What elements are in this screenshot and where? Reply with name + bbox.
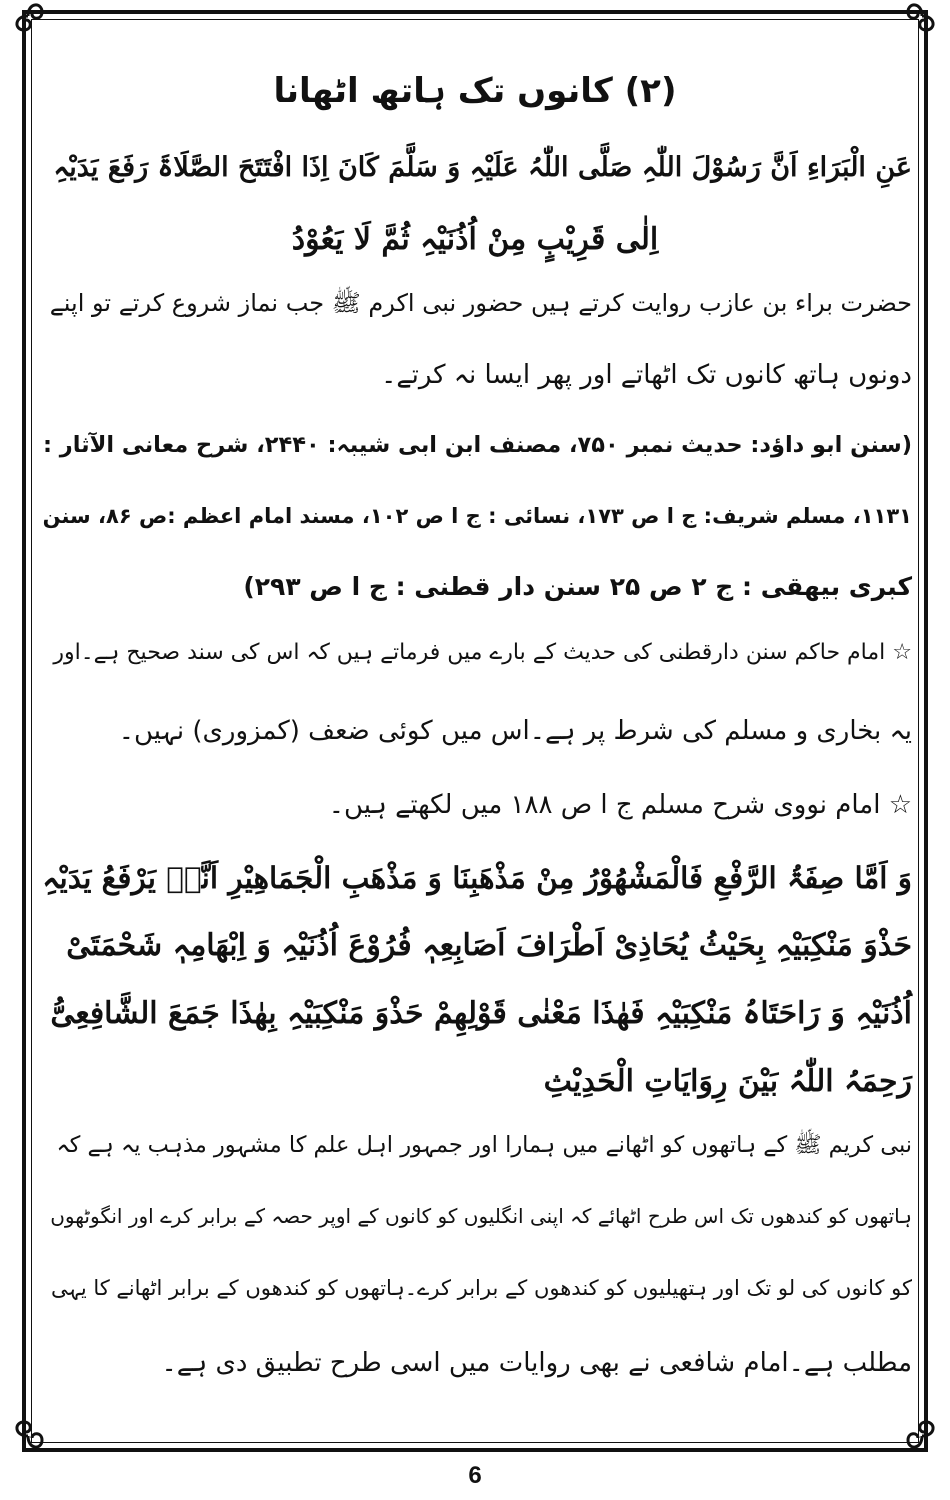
corner-ornament-icon [6, 1414, 50, 1458]
corner-ornament-icon [900, 0, 944, 38]
imam-hakim-line-1 [38, 640, 912, 665]
nawawi-arabic-line-3: اُذُنَیْہِ وَ رَاحَتَاہُ مَنْکِبَیْہِ فَھٰذَا مَعْنٰی قَوْلِھِمْ حَذْوَ مَنْکِبَیْہِ بِھٰذَا جَمَعَ الشَّافِعِیُّ [50, 996, 912, 1031]
hadith-arabic-line-1: عَنِ الْبَرَاءِ اَنَّ رَسُوْلَ اللّٰہِ صَلَّی اللّٰہُ عَلَیْہِ وَ سَلَّمَ کَانَ اِذَا افْتَتَحَ الصَّلَاۃَ رَفَعَ یَدَیْہِ [53, 152, 912, 183]
explanation-line-4: مطلب ہے۔امام شافعی نے بھی روایات میں اسی طرح تطبیق دی ہے۔ [161, 1348, 912, 1378]
star-icon: ☆ [888, 790, 912, 820]
reference-line-1: (سنن ابو داؤد: حدیث نمبر ۷۵۰، مصنف ابن ابی شیبہ: ۲۴۴۰، شرح معانی الآثار : [42, 432, 912, 458]
star-icon: ☆ [892, 640, 912, 665]
explanation-line-2: ہاتھوں کو کندھوں تک اس طرح اٹھائے کہ اپنی انگلیوں کو کانوں کے اوپر حصہ کے برابر کرے اور انگوٹھوں [50, 1204, 912, 1228]
nawawi-arabic-line-4: رَحِمَہُ اللّٰہُ بَیْنَ رِوَایَاتِ الْحَدِیْثِ [543, 1064, 912, 1099]
corner-ornament-icon [6, 0, 50, 38]
hadith-arabic-line-2: اِلٰی قَرِیْبٍ مِنْ اُذُنَیْہِ ثُمَّ لَا یَعُوْدُ [291, 222, 659, 257]
explanation-line-1: نبی کریم ﷺ کے ہاتھوں کو اٹھانے میں ہمارا اور جمہور اہل علم کا مشہور مذہب یہ ہے کہ [56, 1132, 912, 1158]
imam-hakim-line-2: یہ بخاری و مسلم کی شرط پر ہے۔اس میں کوئی ضعف (کمزوری) نہیں۔ [118, 716, 912, 746]
reference-line-2: ۱۱۳۱، مسلم شریف: ج ا ص ۱۷۳، نسائی : ج ا ص ۱۰۲، مسند امام اعظم :ص ۸۶، سنن [42, 504, 912, 528]
page-title: (۲) کانوں تک ہاتھ اٹھانا [273, 71, 677, 111]
imam-nawawi-text: امام نووی شرح مسلم ج ا ص ۱۸۸ میں لکھتے ہیں۔ [328, 790, 881, 820]
imam-nawawi-line [38, 790, 912, 820]
reference-line-3: کبری بیھقی : ج ۲ ص ۲۵ سنن دار قطنی : ج ا ص ۲۹۳) [243, 572, 912, 601]
nawawi-arabic-line-2: حَذْوَ مَنْکِبَیْہِ بِحَیْثُ یُحَاذِیْ اَطْرَافَ اَصَابِعِہٖ فُرُوْعَ اُذُنَیْہِ وَ اِبْھَامِہٖ شَحْمَتَیْ [66, 928, 912, 963]
corner-ornament-icon [900, 1414, 944, 1458]
imam-hakim-text-1: امام حاکم سنن دارقطنی کی حدیث کے بارے میں فرماتے ہیں کہ اس کی سند صحیح ہے۔اور [53, 640, 886, 665]
translation-line-2: دونوں ہاتھ کانوں تک اٹھاتے اور پھر ایسا نہ کرتے۔ [381, 360, 912, 390]
explanation-line-3: کو کانوں کی لو تک اور ہتھیلیوں کو کندھوں کے برابر کرے۔ہاتھوں کو کندھوں کے برابر اٹھانے کا یہی [51, 1276, 912, 1300]
translation-line-1: حضرت براء بن عازب روایت کرتے ہیں حضور نبی اکرم ﷺ جب نماز شروع کرتے تو اپنے [49, 289, 912, 317]
page-number: 6 [468, 1462, 482, 1489]
nawawi-arabic-line-1: وَ اَمَّا صِفَۃُ الرَّفْعِ فَالْمَشْھُوْرُ مِنْ مَذْھَبِنَا وَ مَذْھَبِ الْجَمَاھِیْرِ اَنَّہٗ یَرْفَعُ یَدَیْہِ [42, 860, 912, 895]
